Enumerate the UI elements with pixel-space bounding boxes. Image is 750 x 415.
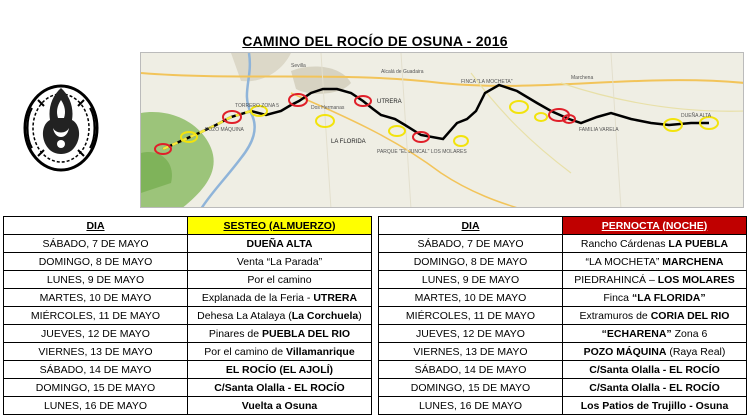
header-dia: DIA xyxy=(379,217,563,235)
pernocta-suffix: Zona 6 xyxy=(671,327,708,340)
cell-sesteo xyxy=(187,307,371,325)
pernocta-place: Los Patios de Trujillo - Osuna xyxy=(580,399,729,412)
cell-pernocta xyxy=(562,325,746,343)
sesteo-place: Vuelta a Osuna xyxy=(241,399,318,412)
pernocta-place: “ECHARENA” xyxy=(601,327,672,340)
pernocta-text: Extramuros de xyxy=(579,309,651,322)
cell-pernocta xyxy=(562,379,746,397)
map-label-dos-hermanas: Dos Hermanas xyxy=(311,105,345,111)
table-row xyxy=(4,271,747,289)
cell-sesteo xyxy=(187,253,371,271)
column-gap xyxy=(371,343,378,361)
sesteo-text: Dehesa La Atalaya ( xyxy=(197,309,292,322)
map-label-torrero: TORRERO ZONA 5 xyxy=(235,103,280,109)
cell-dia: SÁBADO, 7 DE MAYO xyxy=(4,235,188,253)
sesteo-place: PUEBLA DEL RIO xyxy=(261,327,351,340)
map-label-la-florida: LA FLORIDA xyxy=(331,139,366,145)
map-label-finca-mocheta: FINCA "LA MOCHETA" xyxy=(461,79,513,85)
table-row xyxy=(4,289,747,307)
map-label-duena-alta: DUEÑA ALTA xyxy=(681,113,712,119)
table-row xyxy=(4,361,747,379)
pernocta-place: MARCHENA xyxy=(662,255,724,268)
cell-dia: SÁBADO, 14 DE MAYO xyxy=(379,361,563,379)
header-sesteo: SESTEO (ALMUERZO) xyxy=(187,217,371,235)
cell-dia: DOMINGO, 8 DE MAYO xyxy=(379,253,563,271)
pernocta-place: LOS MOLARES xyxy=(657,273,735,286)
cell-sesteo xyxy=(187,379,371,397)
cell-dia: JUEVES, 12 DE MAYO xyxy=(379,325,563,343)
cell-pernocta xyxy=(562,235,746,253)
cell-pernocta xyxy=(562,253,746,271)
column-gap xyxy=(371,397,378,415)
pernocta-place: POZO MÁQUINA xyxy=(583,345,667,358)
cell-dia: MIÉRCOLES, 11 DE MAYO xyxy=(4,307,188,325)
map-label-familia-varela: FAMILIA VARELA xyxy=(579,127,619,133)
cell-dia: VIERNES, 13 DE MAYO xyxy=(4,343,188,361)
column-gap xyxy=(371,325,378,343)
pernocta-place: “LA FLORIDA” xyxy=(631,291,706,304)
cell-dia: LUNES, 9 DE MAYO xyxy=(4,271,188,289)
pernocta-place: C/Santa Olalla - EL ROCÍO xyxy=(589,381,720,394)
page-title: CAMINO DEL ROCÍO DE OSUNA - 2016 xyxy=(242,33,508,49)
header-dia: DIA xyxy=(4,217,188,235)
cell-sesteo xyxy=(187,397,371,415)
schedule-body xyxy=(4,235,747,415)
cell-dia: LUNES, 16 DE MAYO xyxy=(4,397,188,415)
schedule-header-row xyxy=(4,217,747,235)
sesteo-place: Villamanrique xyxy=(286,345,355,358)
pernocta-text: “LA MOCHETA” xyxy=(585,255,663,268)
table-row xyxy=(4,379,747,397)
cell-sesteo xyxy=(187,343,371,361)
cell-dia: DOMINGO, 8 DE MAYO xyxy=(4,253,188,271)
map-label-alcala: Alcalá de Guadaira xyxy=(381,69,424,75)
column-gap xyxy=(371,307,378,325)
sesteo-place: La Corchuela xyxy=(291,309,359,322)
map-label-sevilla: Sevilla xyxy=(291,63,306,69)
cell-sesteo xyxy=(187,271,371,289)
cell-dia: VIERNES, 13 DE MAYO xyxy=(379,343,563,361)
header-pernocta: PERNOCTA (NOCHE) xyxy=(562,217,746,235)
column-gap xyxy=(371,361,378,379)
cell-sesteo xyxy=(187,289,371,307)
column-gap xyxy=(371,289,378,307)
sesteo-place: UTRERA xyxy=(313,291,358,304)
table-row xyxy=(4,253,747,271)
pernocta-place: C/Santa Olalla - EL ROCÍO xyxy=(589,363,720,376)
sesteo-place: EL ROCÍO (EL AJOLÍ) xyxy=(225,363,334,376)
cell-dia: JUEVES, 12 DE MAYO xyxy=(4,325,188,343)
cell-dia: MIÉRCOLES, 11 DE MAYO xyxy=(379,307,563,325)
table-row xyxy=(4,343,747,361)
column-gap xyxy=(371,271,378,289)
cell-dia: DOMINGO, 15 DE MAYO xyxy=(379,379,563,397)
cell-sesteo xyxy=(187,361,371,379)
sesteo-text: Por el camino de xyxy=(204,345,286,358)
column-gap xyxy=(371,253,378,271)
cell-sesteo xyxy=(187,235,371,253)
cell-dia: SÁBADO, 7 DE MAYO xyxy=(379,235,563,253)
map-label-utrera: UTRERA xyxy=(377,99,402,105)
sesteo-text: Pinares de xyxy=(208,327,262,340)
cell-pernocta xyxy=(562,289,746,307)
pernocta-place: LA PUEBLA xyxy=(668,237,729,250)
sesteo-text: Venta “La Parada” xyxy=(236,255,323,268)
map-label-marchena: Marchena xyxy=(571,75,594,81)
map-label-el-juncal: PARQUE "EL JUNCAL" LOS MOLARES xyxy=(377,149,467,155)
cell-pernocta xyxy=(562,361,746,379)
column-gap xyxy=(371,235,378,253)
column-gap xyxy=(371,217,378,235)
pernocta-text: PIEDRAHINCÁ – xyxy=(574,273,658,286)
table-row xyxy=(4,307,747,325)
table-row xyxy=(4,325,747,343)
column-gap xyxy=(371,379,378,397)
cell-dia: MARTES, 10 DE MAYO xyxy=(4,289,188,307)
brotherhood-emblem xyxy=(20,78,102,174)
cell-dia: LUNES, 9 DE MAYO xyxy=(379,271,563,289)
cell-dia: MARTES, 10 DE MAYO xyxy=(379,289,563,307)
sesteo-text: Explanada de la Feria - xyxy=(201,291,314,304)
cell-pernocta xyxy=(562,343,746,361)
sesteo-suffix: ) xyxy=(358,309,362,322)
pernocta-suffix: (Raya Real) xyxy=(666,345,726,358)
table-row xyxy=(4,235,747,253)
table-row xyxy=(4,397,747,415)
cell-dia: DOMINGO, 15 DE MAYO xyxy=(4,379,188,397)
cell-pernocta xyxy=(562,397,746,415)
route-map xyxy=(140,52,744,208)
cell-pernocta xyxy=(562,307,746,325)
pernocta-text: Finca xyxy=(603,291,632,304)
cell-dia: SÁBADO, 14 DE MAYO xyxy=(4,361,188,379)
pernocta-text: Rancho Cárdenas xyxy=(580,237,669,250)
sesteo-place: C/Santa Olalla - EL ROCÍO xyxy=(214,381,345,394)
cell-pernocta xyxy=(562,271,746,289)
sesteo-text: Por el camino xyxy=(247,273,312,286)
sesteo-place: DUEÑA ALTA xyxy=(246,237,313,250)
schedule-table xyxy=(3,216,747,415)
pernocta-place: CORIA DEL RIO xyxy=(650,309,730,322)
cell-dia: LUNES, 16 DE MAYO xyxy=(379,397,563,415)
cell-sesteo xyxy=(187,325,371,343)
map-label-pozo-maquina: POZO MÁQUINA xyxy=(205,127,244,133)
